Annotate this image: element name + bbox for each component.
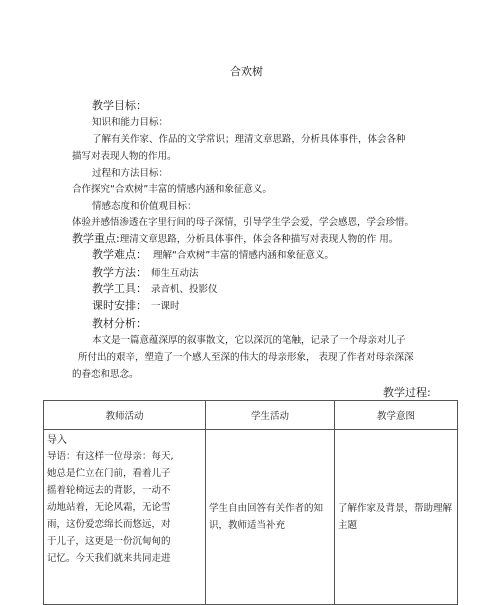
table-row [44,430,458,605]
schedule-line [92,299,180,313]
tools-text: 录音机、投影仪 [151,284,218,295]
key-point-text: 理清文章思路，分析具体事件，体会各种描写对表现人物的作 用。 [119,234,399,245]
analysis-label: 教材分析： [92,317,147,330]
key-point-label: 教学重点: [72,232,120,245]
emotion-goal-label: 情感态度和价值观目标： [92,201,197,212]
difficulty-line [92,248,334,262]
tools-label: 教学工具： [92,282,147,295]
process-title: 教学过程: [383,386,431,399]
analysis-line3: 的眷恋和思念。 [72,369,139,380]
intent-cell: 了解作家及背景，帮助理解主题 [335,430,458,605]
difficulty-text: 理解“合欢树”丰富的情感内涵和象征意义。 [153,250,334,261]
difficulty-label: 教学难点： [92,248,147,261]
tools-line [92,282,218,296]
analysis-line2: 所付出的艰辛，塑造了一个感人至深的伟大的母亲形象， 表现了作者对母亲深深 [78,352,414,363]
teacher-activity-text: 导语：有这样一位母亲：每天, 她总是伫立在门前，看着儿子 摇着轮椅远去的背影，一动不 动地站着，无论风霜，无论雪 雨，这份爱恋绵长而悠远，对 于儿子，这更是一份沉甸甸的 记忆。今天我们就来共同走进 [47,451,174,564]
method-text: 师生互动法 [151,268,199,279]
knowledge-text-line1: 了解有关作家、作品的文学常识；理清文章思路，分析具体事件，体会各种 [92,134,406,145]
header-student: 学生活动 [206,401,335,430]
header-intent: 教学意图 [335,401,458,430]
method-line [92,266,199,280]
process-table [43,400,458,605]
emotion-goal-text: 体验并感悟渗透在字里行间的母子深情，引导学生学会爱，学会感恩，学会珍惜。 [72,217,415,228]
header-teacher: 教师活动 [44,401,206,430]
student-activity-cell: 学生自由回答有关作者的知识，教师适当补充 [206,430,335,605]
goals-heading: 教学目标： [92,99,147,112]
teacher-activity-heading: 导入 [47,435,67,446]
schedule-text: 一课时 [151,301,180,312]
table-header-row [44,401,458,430]
analysis-line1: 本文是一篇意蕴深厚的叙事散文，它以深沉的笔触，记录了一个母亲对儿子 [92,335,406,346]
knowledge-text-line2: 描写对表现人物的作用。 [72,151,177,162]
page-title: 合欢树 [230,65,263,78]
method-label: 教学方法： [92,266,147,279]
process-goal-label: 过程和方法目标： [92,168,169,179]
process-goal-text: 合作探究“合欢树”丰富的情感内涵和象征意义。 [72,184,272,195]
schedule-label: 课时安排： [92,299,147,312]
knowledge-label: 知识和能力目标： [92,117,169,128]
key-point-line [72,232,398,246]
teacher-activity-cell [44,430,206,605]
